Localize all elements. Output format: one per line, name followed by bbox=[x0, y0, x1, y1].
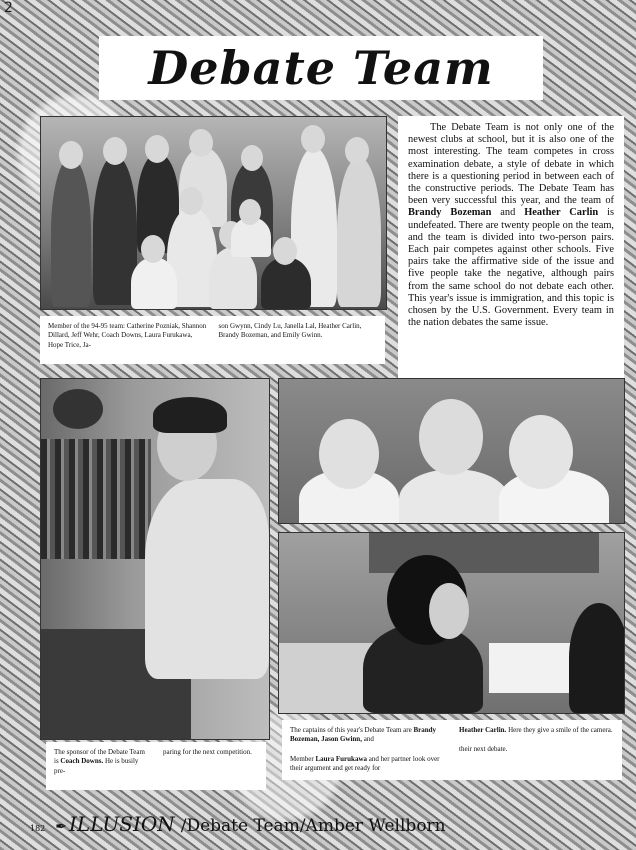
yearbook-logo: ILLUSION bbox=[69, 812, 175, 836]
corner-mark: 2 bbox=[4, 0, 13, 16]
group-photo bbox=[40, 116, 387, 310]
captain-face bbox=[419, 399, 483, 475]
bookshelf bbox=[41, 439, 151, 559]
group-face bbox=[273, 237, 297, 265]
article-text: and bbox=[491, 207, 525, 219]
captains-text bbox=[290, 726, 445, 745]
sponsor-caption bbox=[46, 742, 266, 790]
caption-text: Member bbox=[290, 754, 316, 763]
title-banner bbox=[99, 36, 543, 100]
sponsor-caption-col2: paring for the next competition. bbox=[163, 748, 252, 756]
article-body bbox=[398, 116, 624, 384]
member-face bbox=[429, 583, 469, 639]
group-person bbox=[337, 157, 381, 307]
sponsor-photo bbox=[40, 378, 270, 740]
caption-text: The sponsor of the Debate Team is bbox=[54, 748, 145, 766]
caption-text: and bbox=[361, 735, 374, 744]
group-face bbox=[241, 145, 263, 171]
group-face bbox=[103, 137, 127, 165]
captain-face bbox=[509, 415, 573, 489]
section-label: /Debate Team/Amber Wellborn bbox=[180, 816, 446, 836]
captains-caption-col2 bbox=[459, 726, 614, 774]
caption-name: Coach Downs. bbox=[60, 757, 104, 766]
group-face bbox=[345, 137, 369, 165]
member-photo bbox=[278, 532, 625, 714]
caption-text: He is busily pre- bbox=[54, 757, 139, 775]
caption-text: The captains of this year's Debate Team are bbox=[290, 726, 414, 734]
partner-body bbox=[569, 603, 625, 713]
group-face bbox=[239, 199, 261, 225]
captains-caption-col1 bbox=[290, 726, 445, 774]
page-number: 182 bbox=[30, 824, 46, 833]
article-name: Heather Carlin bbox=[524, 207, 599, 219]
caption-name: Laura Furukawa bbox=[315, 754, 368, 763]
group-person bbox=[131, 257, 177, 309]
group-person bbox=[51, 157, 91, 307]
coach-body bbox=[145, 479, 269, 679]
group-caption bbox=[40, 316, 385, 364]
plant bbox=[53, 389, 103, 429]
article-text: The Debate Team is not only one of the newest clubs at school, but it is also one of the most interesting. The team competes in cross examination debate, a style of debate in which there is a questioning period in between each of the constructive periods. The Debate Team has been very successful this year, and the team of bbox=[408, 122, 614, 207]
group-face bbox=[179, 187, 203, 215]
article-name: Brandy Bozeman bbox=[408, 207, 492, 219]
group-face bbox=[145, 135, 169, 163]
group-caption-col2: son Gwynn, Cindy Lu, Janella Lal, Heather Carlin, Brandy Bozeman, and Emily Gwinn. bbox=[218, 322, 362, 340]
sponsor-caption-col1 bbox=[54, 748, 149, 784]
caption-text: and her partner look over their argument and get ready for bbox=[290, 754, 440, 773]
article-text: is undefeated. There are twenty people on the team, and the team is divided into two-person pairs. Each pair competes against other schools. Five pairs take the affirmative side of the issue and five people take the negative, although pairs from the same school do not debate each other. This year's issue is immigration, and this topic is chosen by the U.S. Government. Every team in the nation debates the same issue. bbox=[408, 207, 614, 329]
captains-caption bbox=[282, 720, 622, 780]
paper bbox=[489, 643, 579, 693]
captains-photo bbox=[278, 378, 625, 524]
group-face bbox=[189, 129, 213, 157]
group-face bbox=[301, 125, 325, 153]
group-face bbox=[141, 235, 165, 263]
captain-face bbox=[319, 419, 379, 489]
caption-text: Here they give a smile of the camera. bbox=[506, 726, 613, 734]
caption-name: Heather Carlin. bbox=[459, 726, 507, 734]
captain-body bbox=[399, 469, 509, 524]
caption-name: Brandy Bozeman, Jason Gwinn, bbox=[290, 726, 437, 744]
member-text-cont: their next debate. bbox=[459, 745, 508, 754]
coach-hair bbox=[153, 397, 227, 433]
quill-icon: ✒ bbox=[55, 819, 68, 835]
group-caption-col1: Member of the 94-95 team: Catherine Pozniak, Shannon Dillard, Jeff Wehr, Coach Downs, Laura Furukawa, Hope Trice, Ja- bbox=[48, 322, 207, 349]
page-footer bbox=[30, 812, 446, 842]
member-text bbox=[290, 755, 445, 774]
group-face bbox=[59, 141, 83, 169]
page-title: Debate Team bbox=[148, 41, 494, 95]
captains-text-cont bbox=[459, 726, 614, 735]
